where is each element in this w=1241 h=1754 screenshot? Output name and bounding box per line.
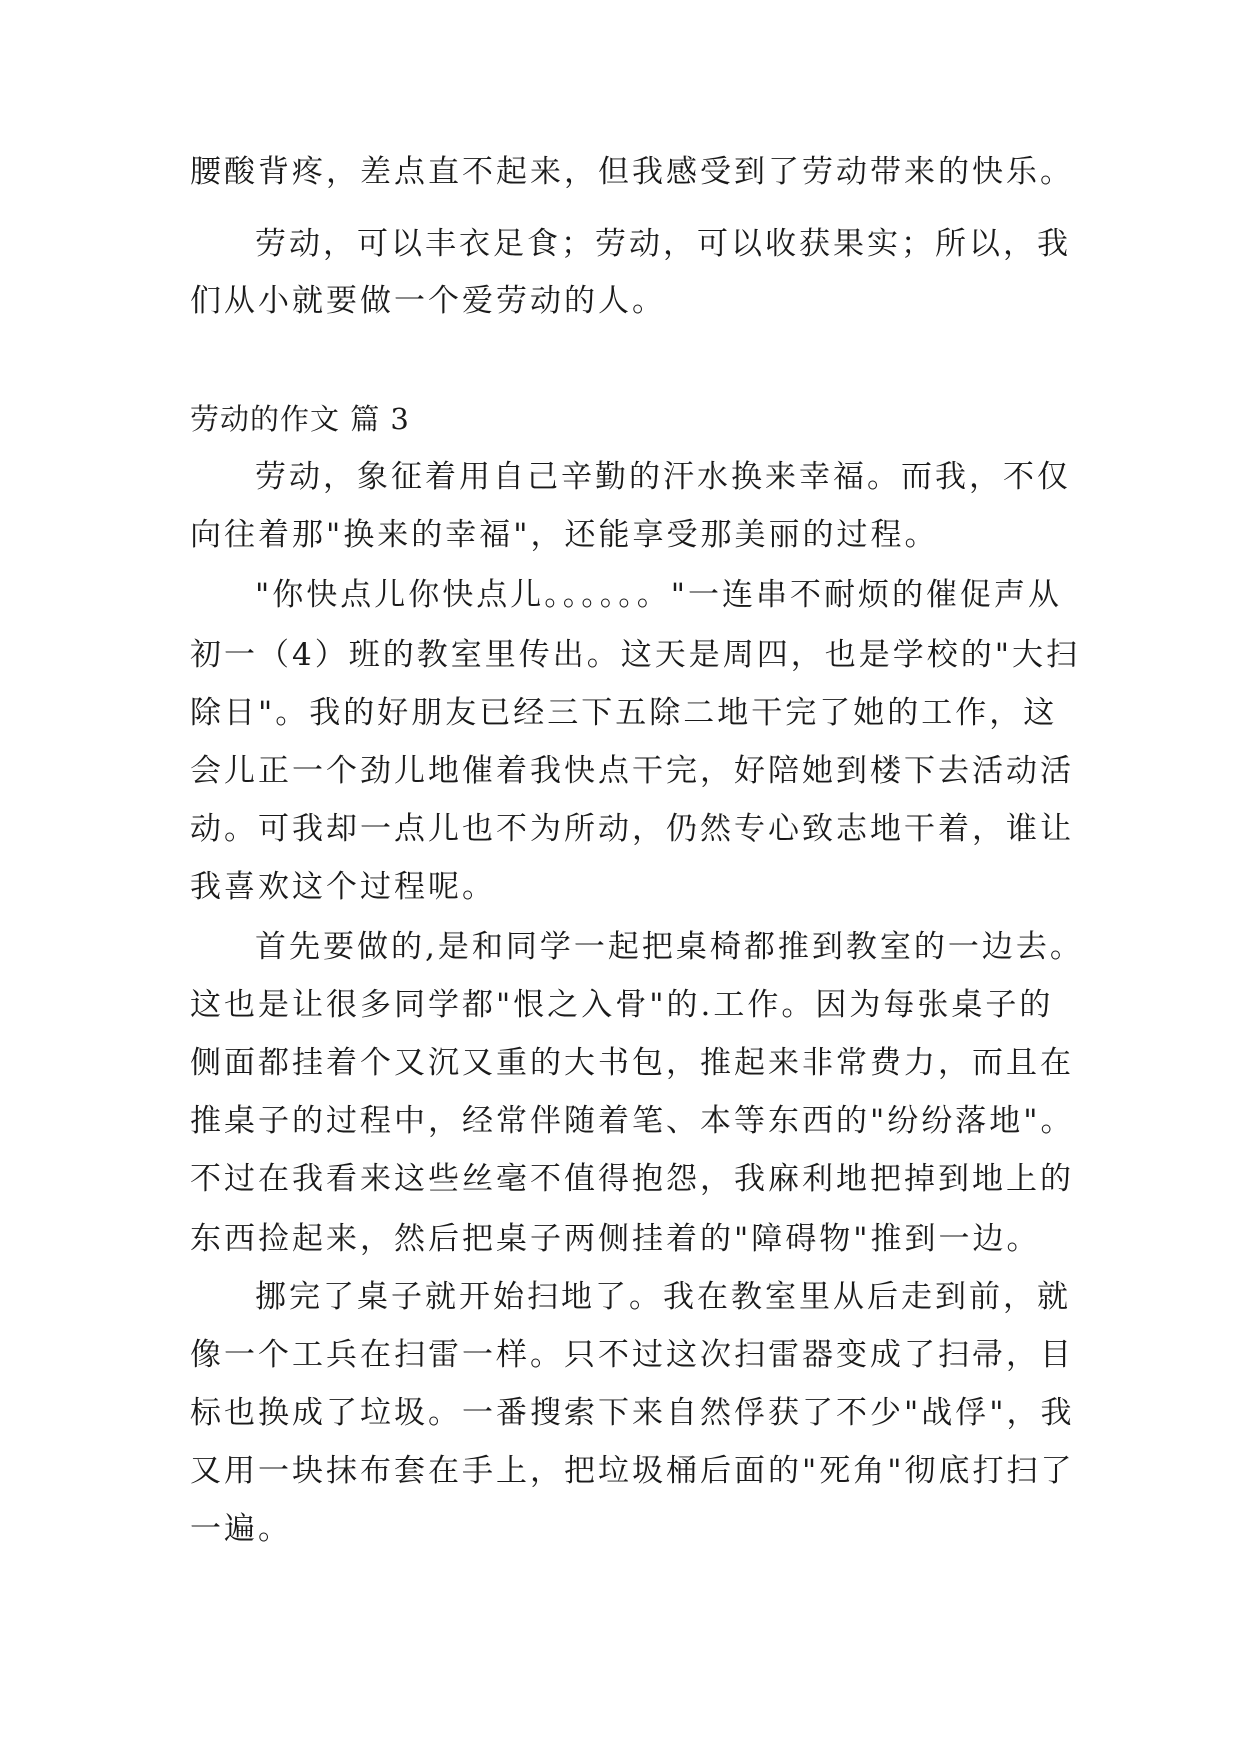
section-title: 劳动的作文 篇 3 <box>190 402 410 436</box>
text-line: 不过在我看来这些丝毫不值得抱怨，我麻利地把掉到地上的 <box>190 1161 1074 1197</box>
text-line: 会儿正一个劲儿地催着我快点干完，好陪她到楼下去活动活 <box>190 753 1074 789</box>
text-line: 一遍。 <box>190 1511 292 1547</box>
paragraph-first-line: 劳动，象征着用自己辛勤的汗水换来幸福。而我，不仅 <box>255 459 1071 495</box>
text-line: 们从小就要做一个爱劳动的人。 <box>190 283 666 319</box>
text-line: 腰酸背疼，差点直不起来，但我感受到了劳动带来的快乐。 <box>190 154 1074 190</box>
text-line: 除日"。我的好朋友已经三下五除二地干完了她的工作，这 <box>190 695 1058 731</box>
paragraph-first-line: 挪完了桌子就开始扫地了。我在教室里从后走到前，就 <box>255 1279 1071 1315</box>
text-line: 推桌子的过程中，经常伴随着笔、本等东西的"纷纷落地"。 <box>190 1103 1075 1139</box>
text-line: 像一个工兵在扫雷一样。只不过这次扫雷器变成了扫帚，目 <box>190 1337 1074 1373</box>
paragraph-first-line: "你快点儿你快点儿。。。。。。"一连串不耐烦的催促声从 <box>255 577 1063 613</box>
text-line: 侧面都挂着个又沉又重的大书包，推起来非常费力，而且在 <box>190 1045 1074 1081</box>
text-line: 初一（4）班的教室里传出。这天是周四，也是学校的"大扫 <box>190 637 1080 673</box>
text-line: 向往着那"换来的幸福"，还能享受那美丽的过程。 <box>190 517 939 553</box>
text-line: 我喜欢这个过程呢。 <box>190 869 496 905</box>
text-line: 又用一块抹布套在手上，把垃圾桶后面的"死角"彻底打扫了 <box>190 1453 1075 1489</box>
text-line: 动。可我却一点儿也不为所动，仍然专心致志地干着，谁让 <box>190 811 1074 847</box>
text-line: 这也是让很多同学都"恨之入骨"的.工作。因为每张桌子的 <box>190 987 1054 1023</box>
paragraph-first-line: 首先要做的,是和同学一起把桌椅都推到教室的一边去。 <box>255 929 1084 965</box>
text-line: 标也换成了垃圾。一番搜索下来自然俘获了不少"战俘"，我 <box>190 1395 1075 1431</box>
paragraph-first-line: 劳动，可以丰衣足食；劳动，可以收获果实；所以，我 <box>255 226 1071 262</box>
text-line: 东西捡起来，然后把桌子两侧挂着的"障碍物"推到一边。 <box>190 1221 1041 1257</box>
